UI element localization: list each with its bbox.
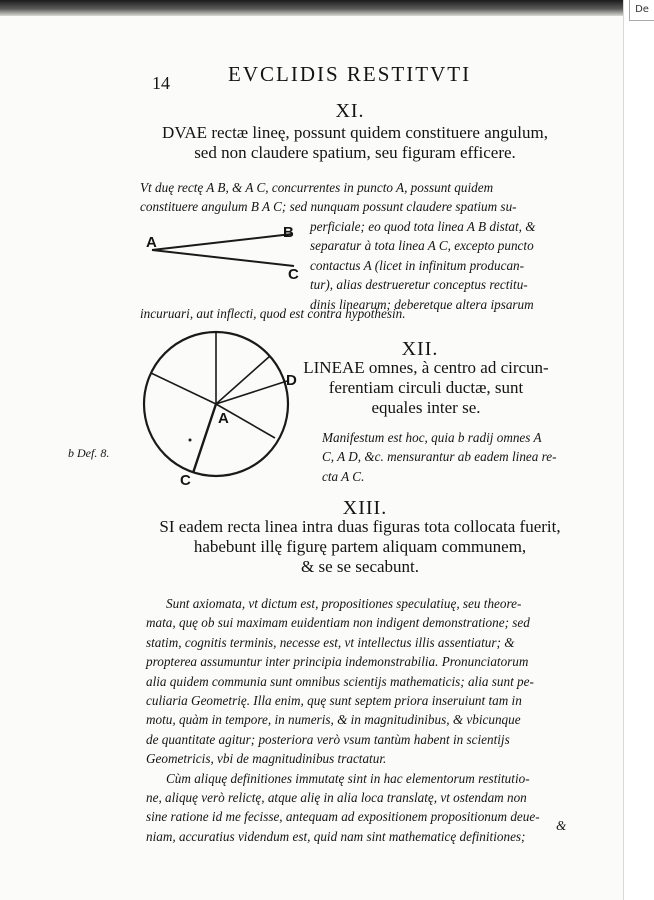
- axiom-12-number: XII.: [401, 338, 439, 360]
- radius-2: [151, 373, 216, 404]
- axiom-12-expl-line-3: cta A C.: [322, 468, 365, 484]
- axiom-11-number: XI.: [335, 100, 365, 122]
- commentary-line-7: motu, quàm in tempore, in numeris, & in magnitudinibus, & vbicunque: [146, 712, 521, 728]
- point-dot: [189, 439, 192, 442]
- axiom-12-expl-line-2: C, A D, &c. mensurantur ab eadem linea re-: [322, 449, 557, 465]
- commentary-line-13: niam, accuratius videndum est, quid nam sint mathematicę definitiones;: [146, 828, 526, 844]
- axiom-12-line-2: ferentiam circuli ductæ, sunt: [328, 378, 524, 397]
- axiom-11-expl-line-8: incuruari, aut inflecti, quod est contra hypothesin.: [140, 306, 406, 321]
- commentary-line-6: culiaria Geometrię. Illa enim, quę sunt septem priora inseruiunt tam in: [146, 693, 522, 709]
- adjacent-page-tab: De: [629, 0, 654, 21]
- commentary-line-2: mata, quę ob sui maximam euidentiam non indigent demonstratione; sed: [146, 615, 530, 631]
- radius-3: [216, 356, 270, 404]
- axiom-13-statement: [120, 517, 600, 577]
- commentary-line-1: Sunt axiomata, vt dictum est, propositiones speculatiuę, seu theore-: [166, 596, 522, 611]
- axiom-12-statement: [298, 358, 554, 418]
- catchword: &: [556, 818, 567, 833]
- axiom-11-expl-line-5: contactus A (licet in infinitum producan-: [310, 257, 525, 273]
- axiom-11-expl-line-1: Vt duę rectę A B, & A C, concurrentes in puncto A, possunt quidem: [140, 180, 494, 195]
- margin-note-def8: b Def. 8.: [68, 446, 110, 460]
- commentary-line-12: sine ratione id me fecisse, antequam ad expositionem propositionum deue-: [146, 809, 540, 825]
- label-b-xi: B: [283, 224, 294, 241]
- axiom-13-line-2: habebunt illę figurę partem aliquam communem,: [193, 537, 527, 556]
- page-number: 14: [152, 73, 170, 93]
- axiom-11-expl-line-6: tur), alias destrueretur conceptus rectitu-: [310, 277, 528, 293]
- commentary-block: [146, 594, 540, 846]
- commentary-line-8: de quantitate agitur; posteriora verò vsum tantùm habent in scientijs: [146, 731, 510, 747]
- line-ab: [152, 234, 292, 250]
- commentary-line-9: Geometricis, vbi de magnitudinibus tractatur.: [146, 751, 387, 767]
- label-d-xii: D: [286, 372, 297, 389]
- commentary-line-10: Cùm aliquę definitiones immutatę sint in hac elementorum restitutio-: [166, 770, 530, 786]
- commentary-line-3: statim, cognitis terminis, necesse est, vt intellectus illis assentiatur; &: [146, 634, 515, 650]
- axiom-13-number: XIII.: [342, 497, 388, 519]
- axiom-13-line-1: SI eadem recta linea intra duas figuras tota collocata fuerit,: [159, 517, 561, 536]
- label-a-xii: A: [218, 410, 229, 427]
- axiom-11-expl-line-3: perficiale; eo quod tota linea A B distat, &: [310, 219, 536, 234]
- axiom-13-line-3: & se se secabunt.: [300, 557, 420, 576]
- commentary-line-5: alia quidem communia sunt omnibus scientijs mathematicis; alia sunt pe-: [146, 673, 534, 689]
- commentary-line-4: propterea assumuntur inter principia indemonstrabilia. Pronunciatorum: [146, 654, 529, 670]
- axiom-11-expl-line-2: constituere angulum B A C; sed nunquam possunt claudere spatium su-: [140, 199, 517, 215]
- axiom-11-line-2: sed non claudere spatium, seu figuram efficere.: [194, 143, 516, 162]
- circle-figure: [144, 332, 288, 476]
- line-ac: [152, 250, 294, 266]
- axiom-12-expl-line-1: Manifestum est hoc, quia b radij omnes A: [322, 430, 542, 445]
- radius-6-ac: [193, 404, 216, 473]
- label-a-xi: A: [146, 234, 157, 251]
- commentary-line-11: ne, aliquę verò relictę, atque alię in alia loca translatę, vt ostendam non: [146, 790, 527, 806]
- axiom-12-line-3: equales inter se.: [371, 398, 481, 417]
- axiom-11-expl-line-7: dinis linearum; deberetque altera ipsarum: [310, 296, 534, 312]
- axiom-12-line-1: LINEAE omnes, à centro ad circun-: [303, 358, 549, 377]
- label-c-xii: C: [180, 472, 191, 489]
- radius-4-ad: [216, 381, 287, 404]
- running-title: EVCLIDIS RESTITVTI: [228, 62, 472, 86]
- label-c-xi: C: [288, 266, 299, 283]
- axiom-11-expl-line-4: separatur à tota linea A C, excepto puncto: [310, 238, 534, 254]
- axiom-11-line-1: DVAE rectæ lineę, possunt quidem constituere angulum,: [162, 123, 548, 142]
- angle-figure: [152, 234, 294, 266]
- axiom-12-explanation: [322, 428, 557, 486]
